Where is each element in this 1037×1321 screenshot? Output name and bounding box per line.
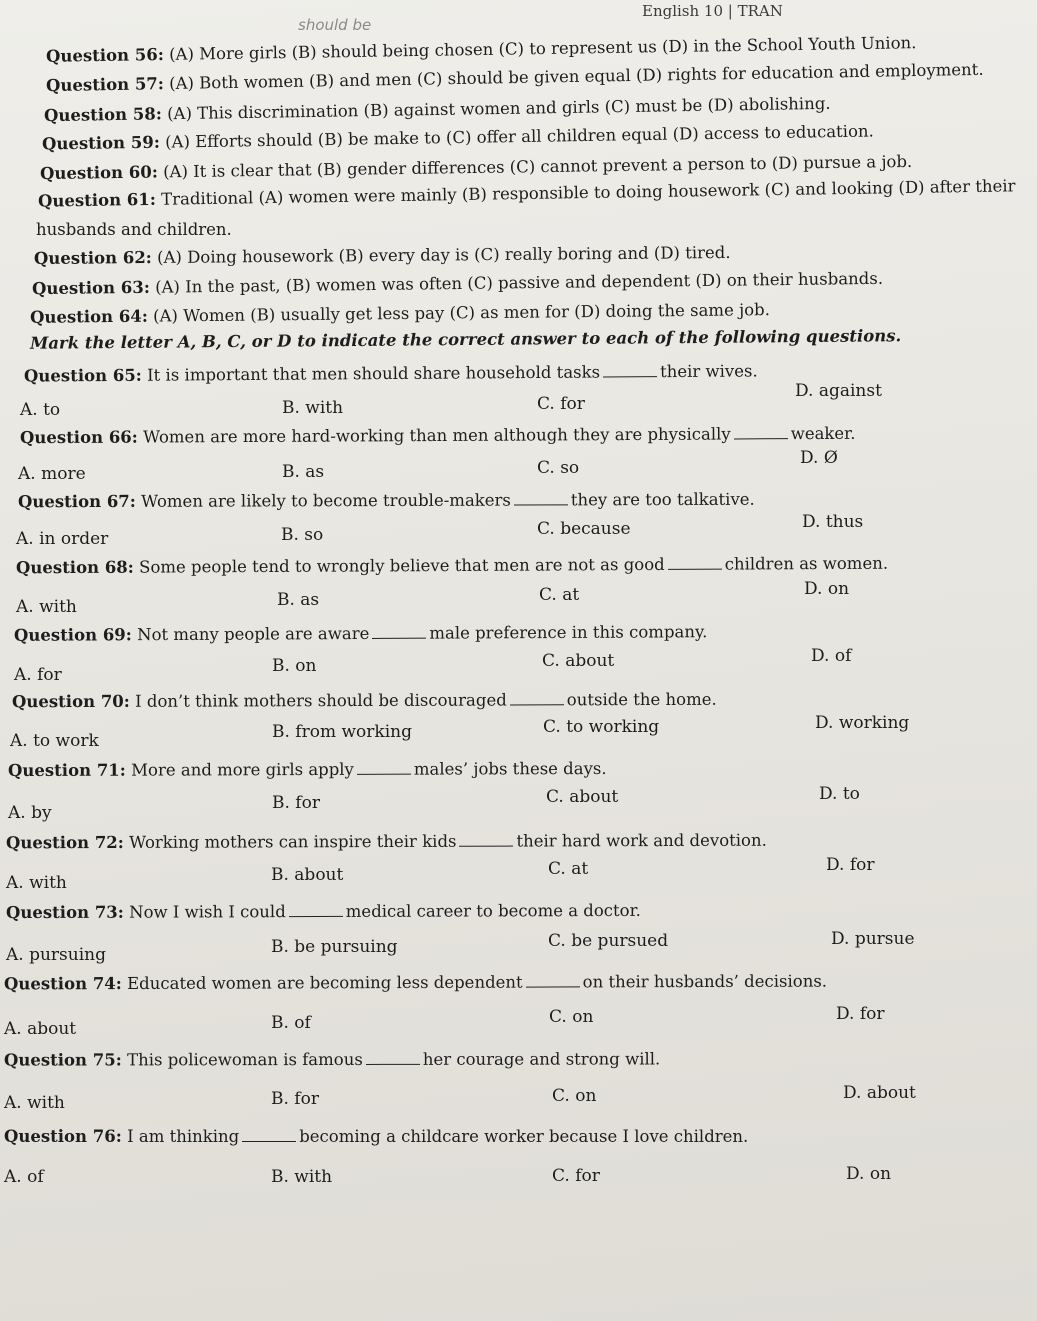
- question-65: Question 65: It is important that men should share household tasks their wives.: [23, 361, 758, 386]
- question-63: Question 63: (A) In the past, (B) women was often (C) passive and dependent (D) on their husbands.: [31, 268, 884, 299]
- option-c[interactable]: C. for: [552, 1166, 600, 1186]
- option-a[interactable]: A. by: [8, 803, 52, 823]
- option-d[interactable]: D. pursue: [831, 929, 915, 949]
- option-d[interactable]: D. Ø: [800, 448, 838, 468]
- question-56: Question 56: (A) More girls (B) should being chosen (C) to represent us (D) in the School Youth Union.: [45, 33, 917, 66]
- option-b[interactable]: B. on: [272, 656, 317, 676]
- question-76: Question 76: I am thinking becoming a childcare worker because I love children.: [4, 1127, 749, 1146]
- option-c[interactable]: C. about: [546, 787, 619, 807]
- option-a[interactable]: A. in order: [16, 529, 109, 549]
- question-64: Question 64: (A) Women (B) usually get less pay (C) as men for (D) doing the same job.: [29, 300, 770, 327]
- option-d[interactable]: D. on: [846, 1164, 892, 1184]
- page-header: English 10 | TRAN: [642, 2, 783, 20]
- question-67: Question 67: Women are likely to become trouble-makers they are too talkative.: [17, 489, 755, 512]
- question-74: Question 74: Educated women are becoming less dependent on their husbands’ decisions.: [3, 971, 828, 994]
- question-69: Question 69: Not many people are aware male preference in this company.: [13, 622, 708, 645]
- option-b[interactable]: B. for: [272, 793, 320, 813]
- question-66: Question 66: Women are more hard-working than men although they are physically weaker.: [19, 423, 856, 448]
- option-d[interactable]: D. to: [819, 784, 860, 804]
- option-b[interactable]: B. with: [271, 1167, 333, 1187]
- handwritten-note: should be: [298, 16, 372, 34]
- option-a[interactable]: A. with: [4, 1093, 65, 1113]
- option-b[interactable]: B. as: [282, 462, 325, 482]
- option-b[interactable]: B. be pursuing: [271, 937, 398, 957]
- option-b[interactable]: B. from working: [272, 722, 412, 742]
- option-c[interactable]: C. at: [548, 859, 589, 879]
- option-d[interactable]: D. thus: [802, 512, 864, 532]
- question-68: Question 68: Some people tend to wrongly believe that men are not as good children as women.: [15, 553, 889, 578]
- option-a[interactable]: A. for: [14, 665, 62, 685]
- option-b[interactable]: B. about: [271, 865, 344, 885]
- option-b[interactable]: B. as: [277, 590, 320, 610]
- question-61: Question 61: Traditional (A) women were mainly (B) responsible to doing housework (C) and looking (D) after their: [37, 176, 1016, 211]
- option-a[interactable]: A. to work: [10, 731, 99, 751]
- question-70: Question 70: I don’t think mothers should be discouraged outside the home.: [11, 689, 717, 712]
- option-b[interactable]: B. for: [271, 1089, 319, 1109]
- option-a[interactable]: A. about: [4, 1019, 77, 1039]
- question-75: Question 75: This policewoman is famous her courage and strong will.: [3, 1049, 661, 1070]
- question-57: Question 57: (A) Both women (B) and men (C) should be given equal (D) rights for education and employment.: [45, 59, 984, 96]
- option-c[interactable]: C. for: [537, 394, 585, 414]
- option-d[interactable]: D. working: [815, 713, 910, 733]
- option-a[interactable]: A. more: [18, 464, 86, 484]
- option-c[interactable]: C. at: [539, 585, 580, 605]
- option-c[interactable]: C. about: [542, 651, 615, 671]
- question-59: Question 59: (A) Efforts should (B) be make to (C) offer all children equal (D) access to education.: [41, 121, 874, 154]
- option-c[interactable]: C. on: [552, 1086, 597, 1106]
- option-d[interactable]: D. about: [843, 1083, 916, 1103]
- option-d[interactable]: D. of: [811, 646, 852, 666]
- question-72: Question 72: Working mothers can inspire their kids their hard work and devotion.: [5, 830, 767, 853]
- option-b[interactable]: B. with: [282, 398, 344, 418]
- option-c[interactable]: C. be pursued: [548, 931, 669, 951]
- option-b[interactable]: B. so: [281, 525, 324, 545]
- option-a[interactable]: A. with: [16, 597, 77, 617]
- option-d[interactable]: D. on: [804, 579, 850, 599]
- question-71: Question 71: More and more girls apply males’ jobs these days.: [7, 758, 607, 781]
- option-a[interactable]: A. with: [6, 873, 67, 893]
- option-a[interactable]: A. of: [4, 1167, 44, 1187]
- option-a[interactable]: A. to: [20, 400, 61, 420]
- option-a[interactable]: A. pursuing: [6, 945, 106, 965]
- question-58: Question 58: (A) This discrimination (B) against women and girls (C) must be (D) abolishing.: [43, 93, 831, 126]
- instruction: Mark the letter A, B, C, or D to indicate the correct answer to each of the following questions.: [29, 326, 902, 353]
- option-c[interactable]: C. so: [537, 458, 580, 478]
- question-62: Question 62: (A) Doing housework (B) every day is (C) really boring and (D) tired.: [33, 242, 731, 269]
- question-73: Question 73: Now I wish I could medical career to become a doctor.: [5, 900, 641, 923]
- option-d[interactable]: D. against: [795, 381, 882, 401]
- option-d[interactable]: D. for: [836, 1004, 885, 1024]
- option-c[interactable]: C. to working: [543, 717, 660, 737]
- option-c[interactable]: C. on: [549, 1007, 594, 1027]
- question-61-continued: husbands and children.: [36, 220, 232, 239]
- question-60: Question 60: (A) It is clear that (B) gender differences (C) cannot prevent a person to (D) pursue a job.: [39, 151, 913, 184]
- option-c[interactable]: C. because: [537, 519, 631, 539]
- option-d[interactable]: D. for: [826, 855, 875, 875]
- option-b[interactable]: B. of: [271, 1013, 311, 1033]
